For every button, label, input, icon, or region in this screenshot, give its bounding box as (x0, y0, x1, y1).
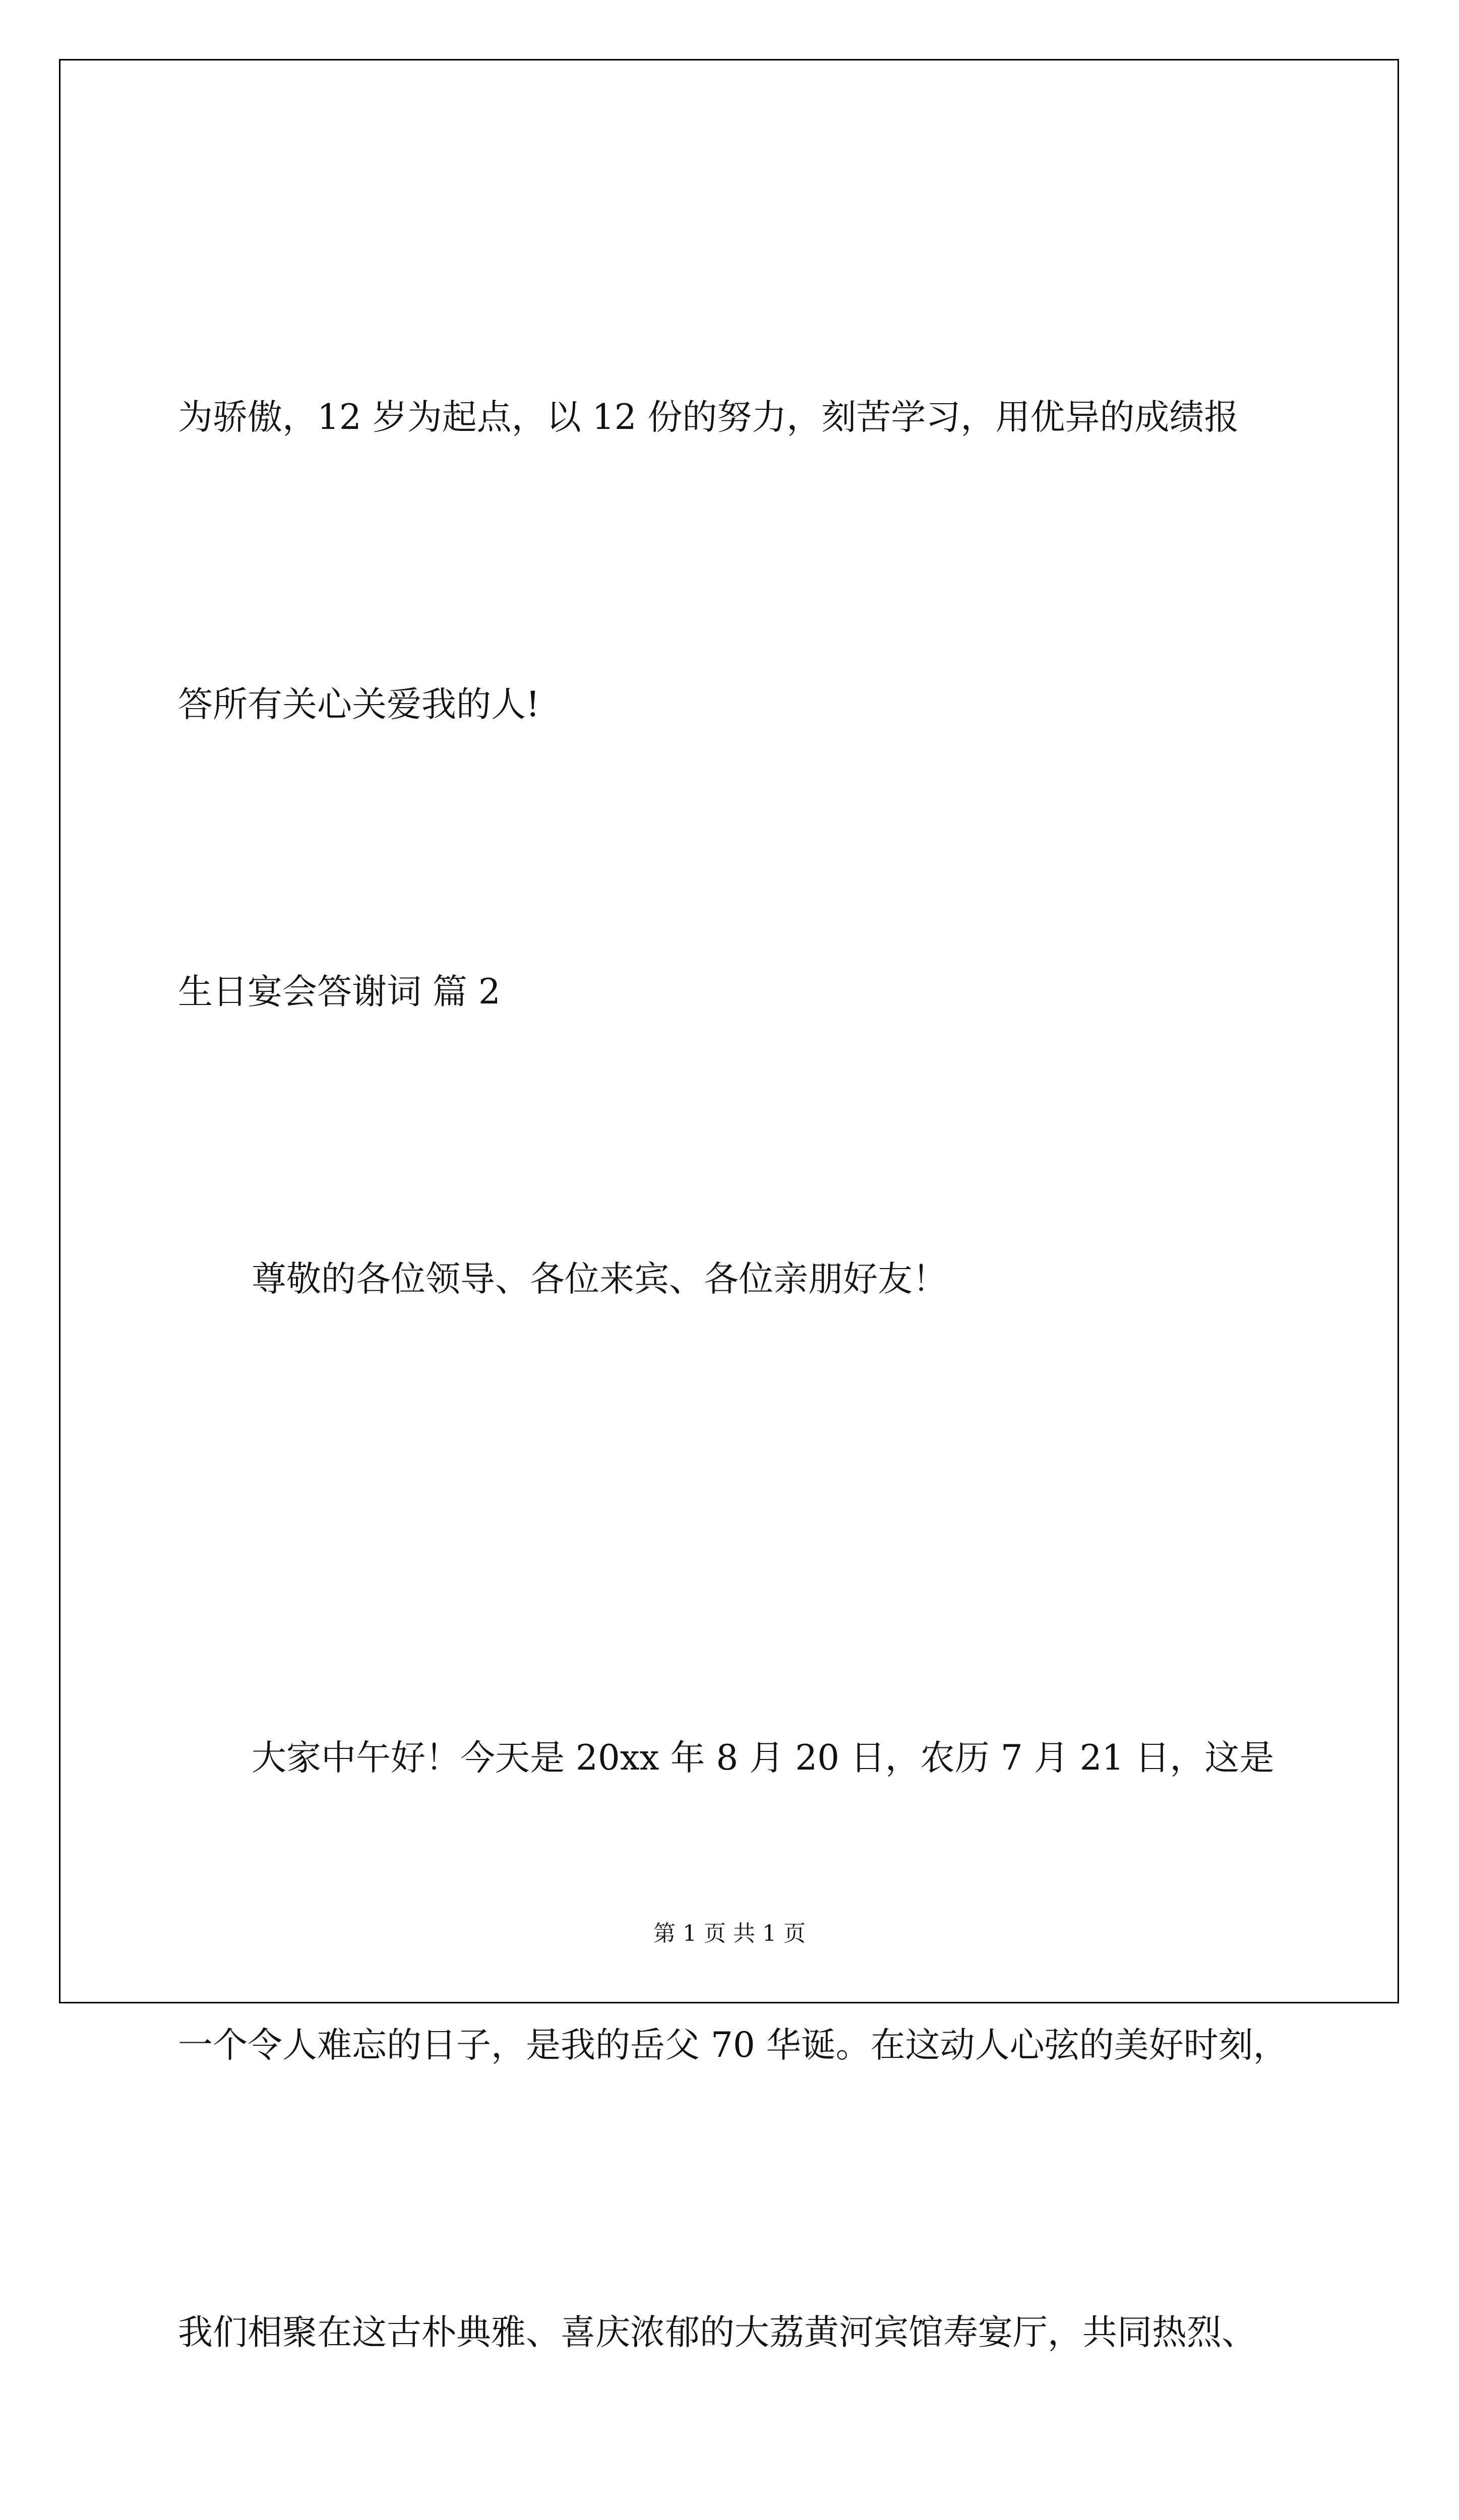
text-line: 我们相聚在这古朴典雅、喜庆浓郁的大荔黄河宾馆寿宴厅，共同热烈、 (178, 2312, 1256, 2353)
section-heading: 生日宴会答谢词 篇 2 (178, 972, 501, 1012)
text-line: 大家中午好！今天是 20xx 年 8 月 20 日，农历 7 月 21 日，这是 (252, 1738, 1274, 1778)
continued-paragraph (178, 178, 1348, 944)
text-line: 答所有关心关爱我的人! (178, 684, 540, 725)
paragraph-greeting (178, 1519, 1348, 2520)
text-line: 为骄傲，12 岁为起点，以 12 份的努力，刻苦学习，用优异的成绩报 (178, 397, 1239, 437)
paragraph-salutation (178, 1040, 1348, 1519)
text-line: 尊敬的各位领导、各位来宾、各位亲朋好友！ (252, 1259, 947, 1299)
document-body (178, 178, 1348, 2520)
page-footer: 第 1 页 共 1 页 (653, 1921, 806, 1946)
text-line: 一个令人难忘的日子，是我的岳父 70 华诞。在这动人心弦的美好时刻， (178, 2025, 1288, 2065)
